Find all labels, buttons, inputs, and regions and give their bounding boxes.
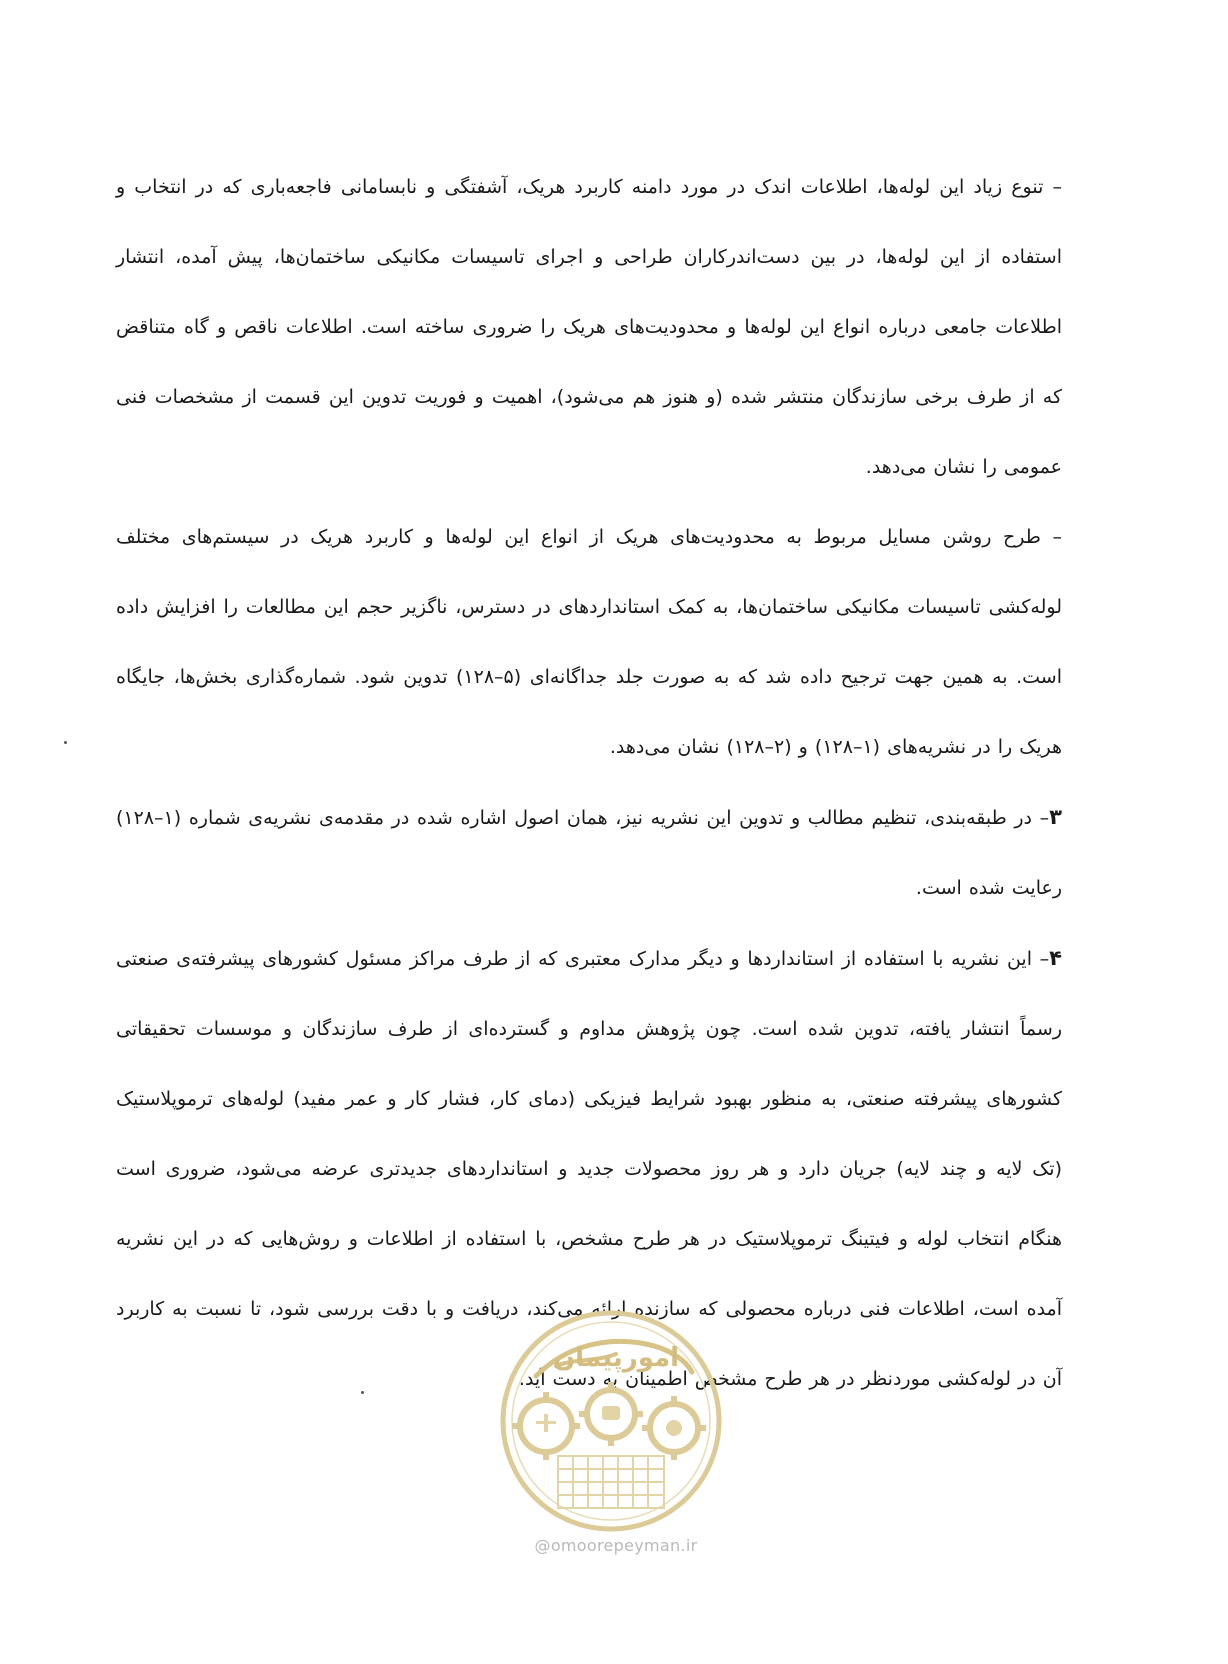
scan-speck <box>361 1391 364 1394</box>
seal-text: امورپیمان <box>552 1343 680 1373</box>
paragraph-2-text: – طرح روشن مسایل مربوط به محدودیت‌های هریک از انواع این لوله‌ها و کاربرد هریک در سیستم‌های مختلف لوله‌کشی تاسیسات مکانیکی ساختمان‌ها، به کمک استانداردهای در دسترس، ناگزیر حجم این مطالعات را افزایش داده است. به همین جهت ترجیح داده شد که به صورت جلد جداگانه‌ای (۵–۱۲۸) تدوین شود. شماره‌گذاری بخش‌ها، جایگاه هریک را در نشریه‌های (۱–۱۲۸) و (۲–۱۲۸) نشان می‌دهد. <box>116 526 1062 758</box>
watermark-seal <box>496 1306 726 1536</box>
paragraph-1 <box>116 152 1062 502</box>
paragraph-3-number: ۳ <box>1049 805 1062 829</box>
paragraph-4-text: – این نشریه با استفاده از استانداردها و دیگر مدارک معتبری که از طرف مراکز مسئول کشورهای پیشرفته‌ی صنعتی رسماً انتشار یافته، تدوین شده است. چون پژوهش مداوم و گسترده‌ای از طرف سازندگان و موسسات تحقیقاتی کشورهای پیشرفته صنعتی، به منظور بهبود شرایط فیزیکی (دمای کار، فشار کار و عمر مفید) لوله‌های ترموپلاستیک (تک لایه و چند لایه) جریان دارد و هر روز محصولات جدید و استانداردهای جدیدتری عرضه می‌شود، ضروری است هنگام انتخاب لوله و فیتینگ ترموپلاستیک در هر طرح مشخص، با استفاده از اطلاعات و روش‌هایی که در این نشریه آمده است، اطلاعات فنی درباره محصولی که سازنده ارائه می‌کند، دریافت و با دقت بررسی شود، تا نسبت به کاربرد آن در لوله‌کشی موردنظر در هر طرح مشخص اطمینان به دست آید. <box>116 948 1062 1390</box>
paragraph-1-text: – تنوع زیاد این لوله‌ها، اطلاعات اندک در مورد دامنه کاربرد هریک، آشفتگی و نابسامانی فاجعه‌باری که در انتخاب و استفاده از این لوله‌ها، در بین دست‌اندرکاران طراحی و اجرای تاسیسات مکانیکی ساختمان‌ها، پیش آمده، انتشار اطلاعات جامعی درباره انواع این لوله‌ها و محدودیت‌های هریک را ضروری ساخته است. اطلاعات ناقص و گاه متناقض که از طرف برخی سازندگان منتشر شده (و هنوز هم می‌شود)، اهمیت و فوریت تدوین این قسمت از مشخصات فنی عمومی را نشان می‌دهد. <box>116 176 1062 478</box>
paragraph-4-number: ۴ <box>1049 946 1062 970</box>
scan-speck <box>64 741 67 744</box>
body-text <box>116 152 1062 1414</box>
paragraph-3-text: – در طبقه‌بندی، تنظیم مطالب و تدوین این نشریه نیز، همان اصول اشاره شده در مقدمه‌ی نشریه‌ی شماره (۱–۱۲۸) رعایت شده است. <box>116 807 1062 899</box>
seal-emblem <box>496 1306 726 1536</box>
watermark-site: @omoorepeyman.ir <box>534 1536 698 1555</box>
paragraph-2 <box>116 502 1062 782</box>
paragraph-3 <box>116 782 1062 923</box>
